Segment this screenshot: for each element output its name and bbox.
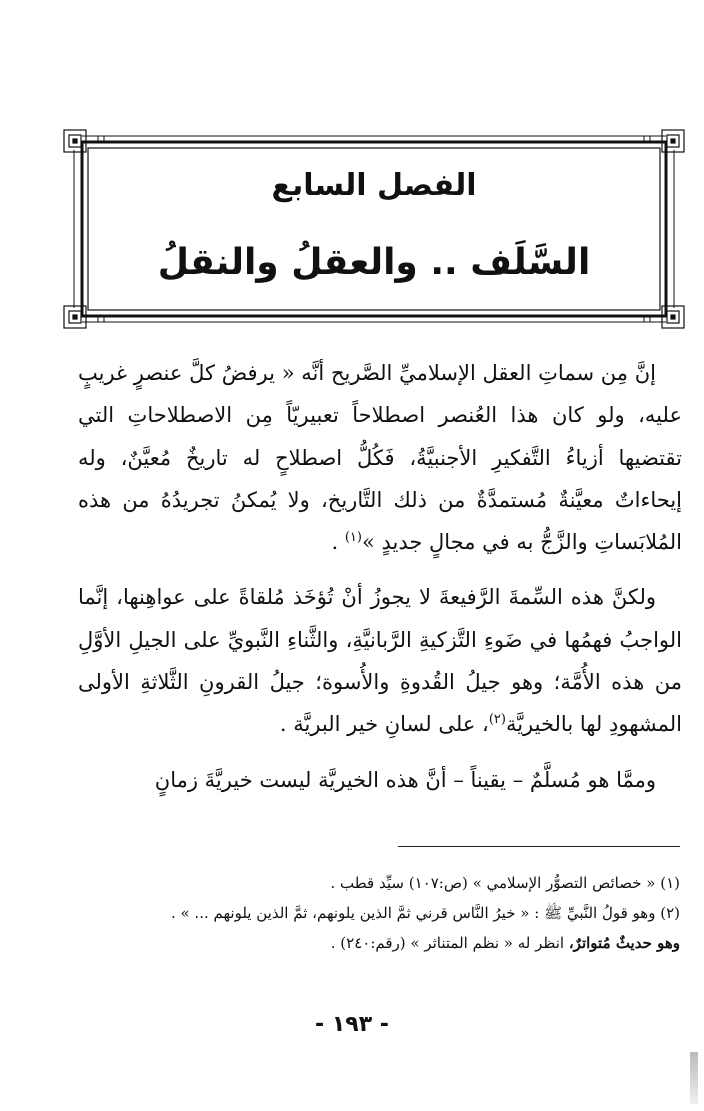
footnote-continued-text: انظر له « نظم المتناثر » (رقم:٢٤٠) . — [330, 934, 569, 952]
paragraph-2 — [78, 576, 682, 745]
paragraph-2-end: ، على لسانِ خير البريَّة . — [279, 712, 489, 737]
paragraph-2-text: ولكنَّ هذه السِّمةَ الرَّفيعةَ لا يجوزُ أنْ تُؤخَذ مُلقاةً على عواهِنها، إنَّما الواجبُ فهمُها في ضَوءِ التَّزكيةِ الرَّبانيَّةِ، والثَّناءِ النَّبويِّ على الجيلِ الأوَّلِ من هذه الأُمَّة؛ وهو جيلُ القُدوةِ والأُسوة؛ جيلُ القرونِ الثَّلاثةِ الأولى المشهودِ لها بالخيريَّة — [78, 585, 682, 737]
page-edge-shadow — [690, 1052, 698, 1104]
paragraph-1-text: إنَّ مِن سماتِ العقل الإسلاميِّ الصَّريح أنَّه « يرفضُ كلَّ عنصرٍ غريبٍ عليه، ولو كان هذا العُنصر اصطلاحاً تعبيريّاً مِن الاصطلاحاتِ التي تقتضيها أزياءُ التَّفكيرِ الأجنبيَّةُ، فَكُلُّ اصطلاحٍ له تاريخٌ مُعيَّنٌ، وله إيحاءاتٌ معيَّنةٌ مُستمدَّةٌ من ذلك التَّاريخ، ولا يُمكنُ تجريدُهُ من هذه المُلابَساتِ والزَّجُّ به في مجالٍ جديدٍ » — [78, 361, 682, 555]
paragraph-3: وممَّا هو مُسلَّمٌ – يقيناً – أنَّ هذه الخيريَّة ليست خيريَّةَ زمانٍ — [154, 767, 656, 792]
main-text — [78, 352, 682, 801]
chapter-heading — [90, 150, 658, 310]
chapter-title: السَّلَف .. والعقلُ والنقلُ — [157, 242, 591, 283]
footnote-2-continued — [60, 928, 680, 958]
footnote-1: (١) « خصائص التصوُّر الإسلامي » (ص:١٠٧) سيِّد قطب . — [330, 874, 680, 892]
page-number: - ١٩٣ - — [315, 1012, 389, 1037]
chapter-number: الفصل السابع — [271, 168, 477, 203]
footnote-ref-2: (٢) — [488, 712, 506, 728]
footnotes — [60, 868, 680, 958]
paragraph-1-end: . — [331, 530, 345, 555]
footnote-2: (٢) وهو قولُ النَّبيِّ ﷺ : « خيرُ النَّاس قرني ثمَّ الذين يلونهم، ثمَّ الذين يلونهم ... » . — [170, 904, 680, 922]
footnote-ref-1: (١) — [344, 530, 362, 546]
paragraph-1 — [78, 352, 682, 563]
footnote-bold-text: وهو حديثٌ مُتواترٌ، — [568, 934, 680, 952]
footnote-divider — [398, 846, 680, 847]
